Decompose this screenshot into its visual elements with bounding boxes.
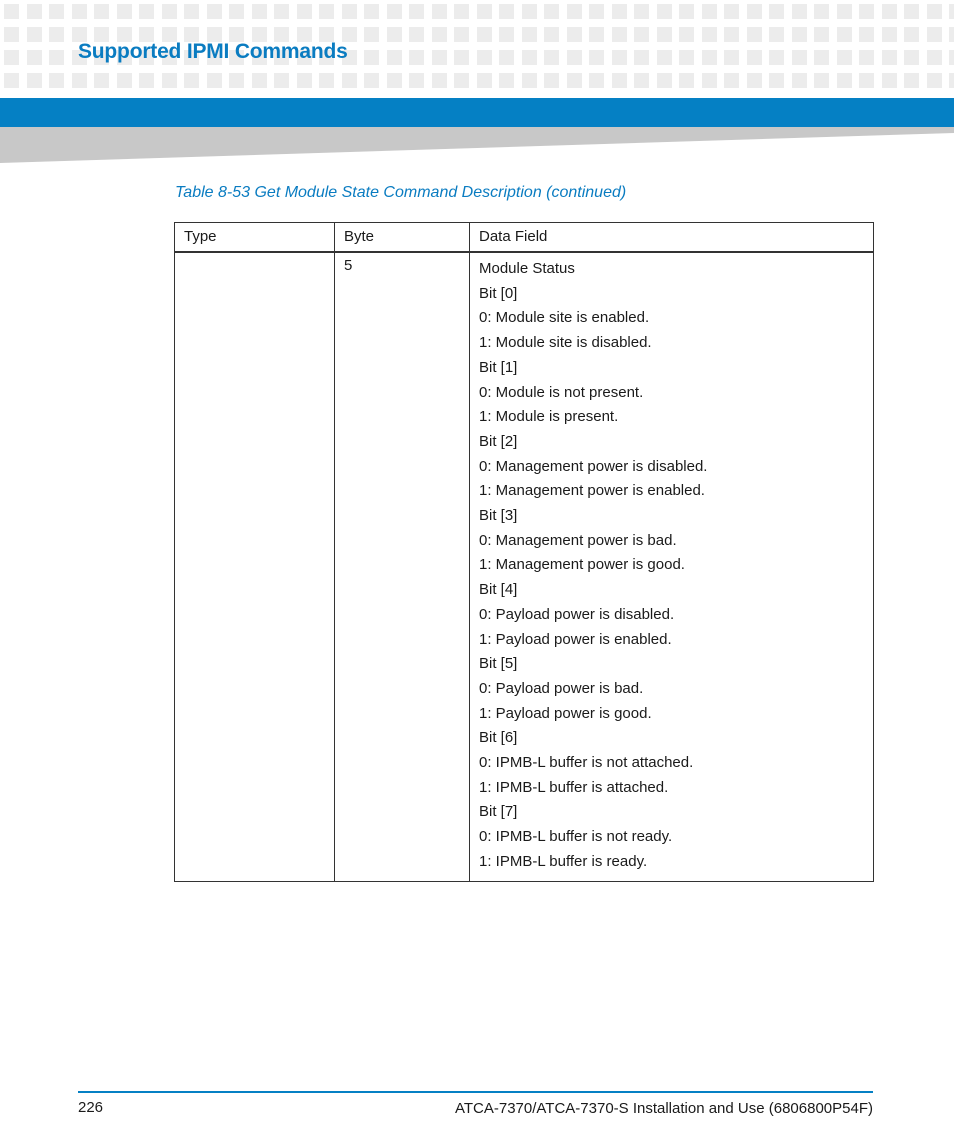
pattern-dot [409,27,424,42]
pattern-dot [387,27,402,42]
pattern-dot [882,27,897,42]
pattern-dot [342,73,357,88]
data-field-line: 1: Payload power is good. [479,704,652,722]
data-field-line: 0: IPMB-L buffer is not attached. [479,754,694,772]
data-field-line: Bit [3] [479,507,518,525]
pattern-dot [4,50,19,65]
pattern-dot [27,27,42,42]
pattern-dot [432,50,447,65]
document-title: ATCA-7370/ATCA-7370-S Installation and Use (6806800P54F) [454,1100,873,1117]
pattern-dot [544,27,559,42]
pattern-dot [49,4,64,19]
pattern-dot [837,4,852,19]
pattern-dot [49,27,64,42]
pattern-dot [499,73,514,88]
pattern-dot [94,73,109,88]
pattern-dot [27,4,42,19]
pattern-dot [589,27,604,42]
pattern-dot [274,73,289,88]
pattern-dot [612,73,627,88]
pattern-dot [904,50,919,65]
cell-data-field [470,252,874,881]
pattern-dot [72,4,87,19]
pattern-dot [387,4,402,19]
pattern-dot [927,27,942,42]
pattern-dot [769,4,784,19]
pattern-dot [364,50,379,65]
pattern-dot [522,73,537,88]
section-title: Supported IPMI Commands [78,40,348,63]
pattern-dot [904,73,919,88]
pattern-dot [162,73,177,88]
pattern-dot [814,73,829,88]
data-field-line: Bit [1] [479,358,518,376]
pattern-dot [792,73,807,88]
pattern-dot [702,4,717,19]
pattern-dot [927,50,942,65]
pattern-dot [859,4,874,19]
pattern-dot [207,73,222,88]
pattern-dot [949,50,954,65]
pattern-dot [567,73,582,88]
pattern-dot [387,50,402,65]
pattern-dot [634,27,649,42]
pattern-dot [499,4,514,19]
pattern-dot [567,50,582,65]
pattern-dot [522,4,537,19]
pattern-dot [139,4,154,19]
column-header-byte: Byte [335,223,470,253]
data-field-line: Bit [5] [479,655,518,673]
pattern-dot [252,73,267,88]
pattern-dot [454,73,469,88]
data-field-line: 1: Module site is disabled. [479,334,652,352]
data-field-line: 1: Management power is enabled. [479,482,705,500]
pattern-dot [949,27,954,42]
cell-byte: 5 [335,252,470,881]
pattern-dot [612,27,627,42]
pattern-dot [612,4,627,19]
pattern-dot [117,73,132,88]
pattern-dot [342,4,357,19]
pattern-dot [949,4,954,19]
pattern-dot [747,4,762,19]
pattern-dot [882,50,897,65]
pattern-dot [454,27,469,42]
pattern-dot [139,73,154,88]
pattern-dot [837,50,852,65]
pattern-dot [679,73,694,88]
pattern-dot [702,73,717,88]
pattern-dot [162,4,177,19]
pattern-dot [792,27,807,42]
table-row [175,252,874,881]
footer-rule [78,1091,873,1093]
pattern-dot [432,4,447,19]
table-header-row [175,223,874,253]
pattern-dot [724,73,739,88]
data-field-line: 0: Module is not present. [479,383,644,401]
pattern-dot [904,27,919,42]
pattern-dot [634,73,649,88]
table-caption: Table 8-53 Get Module State Command Description (continued) [175,184,627,201]
pattern-dot [724,27,739,42]
pattern-dot [949,73,954,88]
data-field-line: 1: IPMB-L buffer is ready. [479,852,648,870]
data-field-line: Bit [6] [479,729,518,747]
pattern-dot [814,50,829,65]
pattern-dot [49,50,64,65]
pattern-dot [364,4,379,19]
pattern-dot [477,4,492,19]
pattern-dot [724,50,739,65]
cell-type [175,252,335,881]
data-field-line: 1: Management power is good. [479,556,685,574]
pattern-dot [319,73,334,88]
module-state-table [174,222,874,882]
pattern-dot [184,73,199,88]
pattern-dot [409,73,424,88]
pattern-dot [567,4,582,19]
pattern-dot [252,4,267,19]
pattern-dot [117,4,132,19]
data-field-line: 0: Payload power is disabled. [479,605,675,623]
pattern-dot [454,4,469,19]
data-field-line: 1: IPMB-L buffer is attached. [479,778,669,796]
pattern-dot [792,50,807,65]
pattern-dot [297,73,312,88]
pattern-dot [747,50,762,65]
pattern-dot [769,73,784,88]
pattern-dot [4,73,19,88]
pattern-dot [657,50,672,65]
pattern-dot [387,73,402,88]
pattern-dot [432,27,447,42]
pattern-dot [702,27,717,42]
data-field-line: Bit [0] [479,284,518,302]
pattern-dot [859,73,874,88]
pattern-dot [837,73,852,88]
pattern-dot [679,4,694,19]
pattern-dot [319,4,334,19]
data-field-line: Bit [2] [479,432,518,450]
data-field-line: 1: Module is present. [479,408,619,426]
pattern-dot [567,27,582,42]
pattern-dot [432,73,447,88]
pattern-dot [207,4,222,19]
page-number: 226 [78,1099,104,1116]
data-field-line: 0: Management power is bad. [479,531,677,549]
pattern-dot [882,4,897,19]
pattern-dot [679,50,694,65]
pattern-dot [747,73,762,88]
pattern-dot [544,73,559,88]
pattern-dot [4,4,19,19]
pattern-dot [297,4,312,19]
pattern-dot [229,73,244,88]
pattern-dot [454,50,469,65]
header-grey-wedge [0,127,954,163]
pattern-dot [522,50,537,65]
pattern-dot [904,4,919,19]
pattern-dot [814,4,829,19]
pattern-dot [927,4,942,19]
pattern-dot [769,27,784,42]
data-field-line: Bit [4] [479,581,518,599]
pattern-dot [859,50,874,65]
pattern-dot [499,27,514,42]
pattern-dot [769,50,784,65]
column-header-type: Type [175,223,335,253]
data-field-line: 0: Management power is disabled. [479,457,708,475]
pattern-dot [724,4,739,19]
pattern-dot [657,27,672,42]
data-field-line: 1: Payload power is enabled. [479,630,672,648]
pattern-dot [364,27,379,42]
pattern-dot [589,4,604,19]
pattern-dot [792,4,807,19]
pattern-dot [589,50,604,65]
pattern-dot [657,73,672,88]
pattern-dot [409,50,424,65]
pattern-dot [702,50,717,65]
pattern-dot [747,27,762,42]
data-field-line: 0: Module site is enabled. [479,309,650,327]
pattern-dot [882,73,897,88]
pattern-dot [49,73,64,88]
pattern-dot [522,27,537,42]
pattern-dot [364,73,379,88]
pattern-dot [477,73,492,88]
column-header-data-field: Data Field [470,223,874,253]
pattern-dot [814,27,829,42]
pattern-dot [27,73,42,88]
pattern-dot [4,27,19,42]
pattern-dot [94,4,109,19]
header-blue-band [0,98,954,127]
pattern-dot [409,4,424,19]
data-field-line: 0: IPMB-L buffer is not ready. [479,828,673,846]
pattern-dot [634,4,649,19]
pattern-dot [27,50,42,65]
pattern-dot [72,73,87,88]
pattern-dot [612,50,627,65]
pattern-dot [274,4,289,19]
pattern-dot [589,73,604,88]
pattern-dot [477,27,492,42]
pattern-dot [927,73,942,88]
data-field-line: Bit [7] [479,803,518,821]
data-field-line: Module Status [479,260,575,277]
pattern-dot [657,4,672,19]
pattern-dot [837,27,852,42]
pattern-dot [477,50,492,65]
pattern-dot [499,50,514,65]
pattern-dot [184,4,199,19]
pattern-dot [229,4,244,19]
pattern-dot [634,50,649,65]
pattern-dot [544,50,559,65]
data-field-line: 0: Payload power is bad. [479,679,644,697]
pattern-dot [544,4,559,19]
pattern-dot [679,27,694,42]
pattern-dot [859,27,874,42]
